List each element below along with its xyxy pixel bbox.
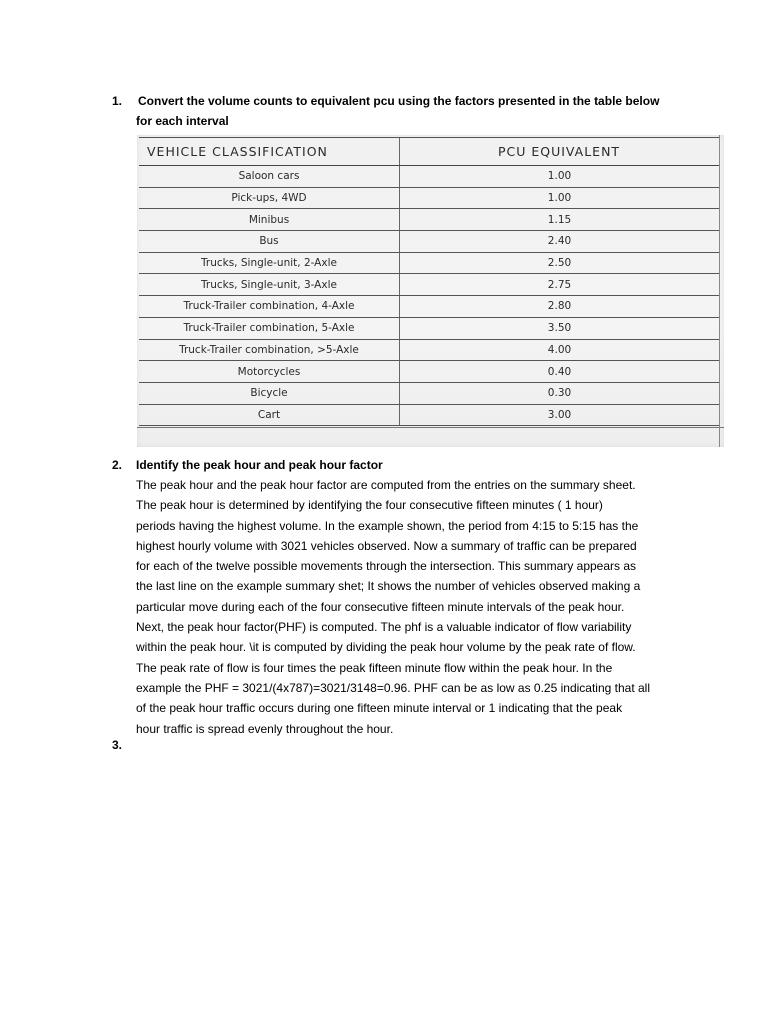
table-row — [139, 339, 719, 361]
list-number-1: 1. — [112, 94, 123, 108]
paragraph-line: the last line on the example summary shet; It shows the number of vehicles observed making a — [136, 579, 641, 594]
pcu-value-cell: 3.00 — [400, 404, 720, 426]
vehicle-class-cell: Truck-Trailer combination, 4-Axle — [139, 296, 400, 318]
pcu-value-cell: 1.00 — [400, 187, 720, 209]
list-item-1 — [112, 91, 712, 131]
vehicle-class-cell: Bus — [139, 231, 400, 253]
vehicle-class-cell: Truck-Trailer combination, 5-Axle — [139, 317, 400, 339]
pcu-value-cell: 4.00 — [400, 339, 720, 361]
vehicle-class-cell: Bicycle — [139, 382, 400, 404]
table-row — [139, 187, 719, 209]
paragraph-line: hour traffic is spread evenly throughout the hour. — [136, 721, 394, 736]
table-row — [139, 404, 719, 426]
pcu-value-cell: 1.15 — [400, 209, 720, 231]
vehicle-class-cell: Trucks, Single-unit, 2-Axle — [139, 252, 400, 274]
instruction-text-line2: for each interval — [136, 114, 229, 128]
pcu-value-cell: 0.30 — [400, 382, 720, 404]
paragraph-line: The peak hour and the peak hour factor are computed from the entries on the summary sheet. — [136, 478, 636, 492]
header-vehicle-classification: VEHICLE CLASSIFICATION — [139, 138, 400, 166]
scanned-table-image — [137, 135, 724, 447]
pcu-value-cell: 0.40 — [400, 361, 720, 383]
table-row — [139, 361, 719, 383]
pcu-value-cell: 3.50 — [400, 317, 720, 339]
pcu-value-cell: 2.75 — [400, 274, 720, 296]
header-pcu-equivalent: PCU EQUIVALENT — [400, 138, 720, 166]
table-row — [139, 209, 719, 231]
table-row — [139, 231, 719, 253]
table-row — [139, 252, 719, 274]
pcu-equivalent-table — [139, 137, 719, 426]
instruction-text-line1: Convert the volume counts to equivalent pcu using the factors presented in the table below — [138, 94, 660, 108]
vehicle-class-cell: Pick-ups, 4WD — [139, 187, 400, 209]
table-row — [139, 317, 719, 339]
paragraph-line: within the peak hour. \it is computed by dividing the peak hour volume by the peak rate of flow. — [136, 640, 636, 655]
paragraph-line: Next, the peak hour factor(PHF) is computed. The phf is a valuable indicator of flow variability — [136, 620, 632, 635]
vehicle-class-cell: Saloon cars — [139, 166, 400, 188]
table-header-row — [139, 138, 719, 166]
paragraph-line: example the PHF = 3021/(4x787)=3021/3148=0.96. PHF can be as low as 0.25 indicating that all — [136, 680, 650, 695]
table-empty-bottom-row — [137, 427, 724, 447]
body-paragraph — [112, 475, 696, 739]
vehicle-class-cell: Motorcycles — [139, 361, 400, 383]
list-number-2: 2. — [112, 458, 123, 472]
paragraph-line: for each of the twelve possible movements through the intersection. This summary appears as — [136, 559, 637, 574]
paragraph-line: particular move during each of the four consecutive fifteen minute intervals of the peak hour. — [136, 599, 625, 614]
section-heading: Identify the peak hour and peak hour factor — [136, 458, 383, 472]
table-row — [139, 296, 719, 318]
vehicle-class-cell: Trucks, Single-unit, 3-Axle — [139, 274, 400, 296]
table-row — [139, 382, 719, 404]
paragraph-line: The peak rate of flow is four times the peak fifteen minute flow within the peak hour. In the — [136, 660, 613, 675]
list-number-3: 3. — [112, 738, 123, 752]
pcu-value-cell: 1.00 — [400, 166, 720, 188]
paragraph-line: highest hourly volume with 3021 vehicles observed. Now a summary of traffic can be prepared — [136, 538, 637, 553]
list-item-2 — [112, 455, 712, 739]
paragraph-line: of the peak hour traffic occurs during one fifteen minute interval or 1 indicating that the peak — [136, 701, 623, 716]
paragraph-line: The peak hour is determined by identifying the four consecutive fifteen minutes ( 1 hour) — [136, 498, 603, 513]
table-right-border — [719, 135, 720, 447]
pcu-value-cell: 2.40 — [400, 231, 720, 253]
table-row — [139, 166, 719, 188]
pcu-value-cell: 2.50 — [400, 252, 720, 274]
vehicle-class-cell: Cart — [139, 404, 400, 426]
pcu-value-cell: 2.80 — [400, 296, 720, 318]
table-row — [139, 274, 719, 296]
table-body — [139, 166, 719, 426]
vehicle-class-cell: Minibus — [139, 209, 400, 231]
paragraph-line: periods having the highest volume. In the example shown, the period from 4:15 to 5:15 has the — [136, 518, 639, 533]
vehicle-class-cell: Truck-Trailer combination, >5-Axle — [139, 339, 400, 361]
